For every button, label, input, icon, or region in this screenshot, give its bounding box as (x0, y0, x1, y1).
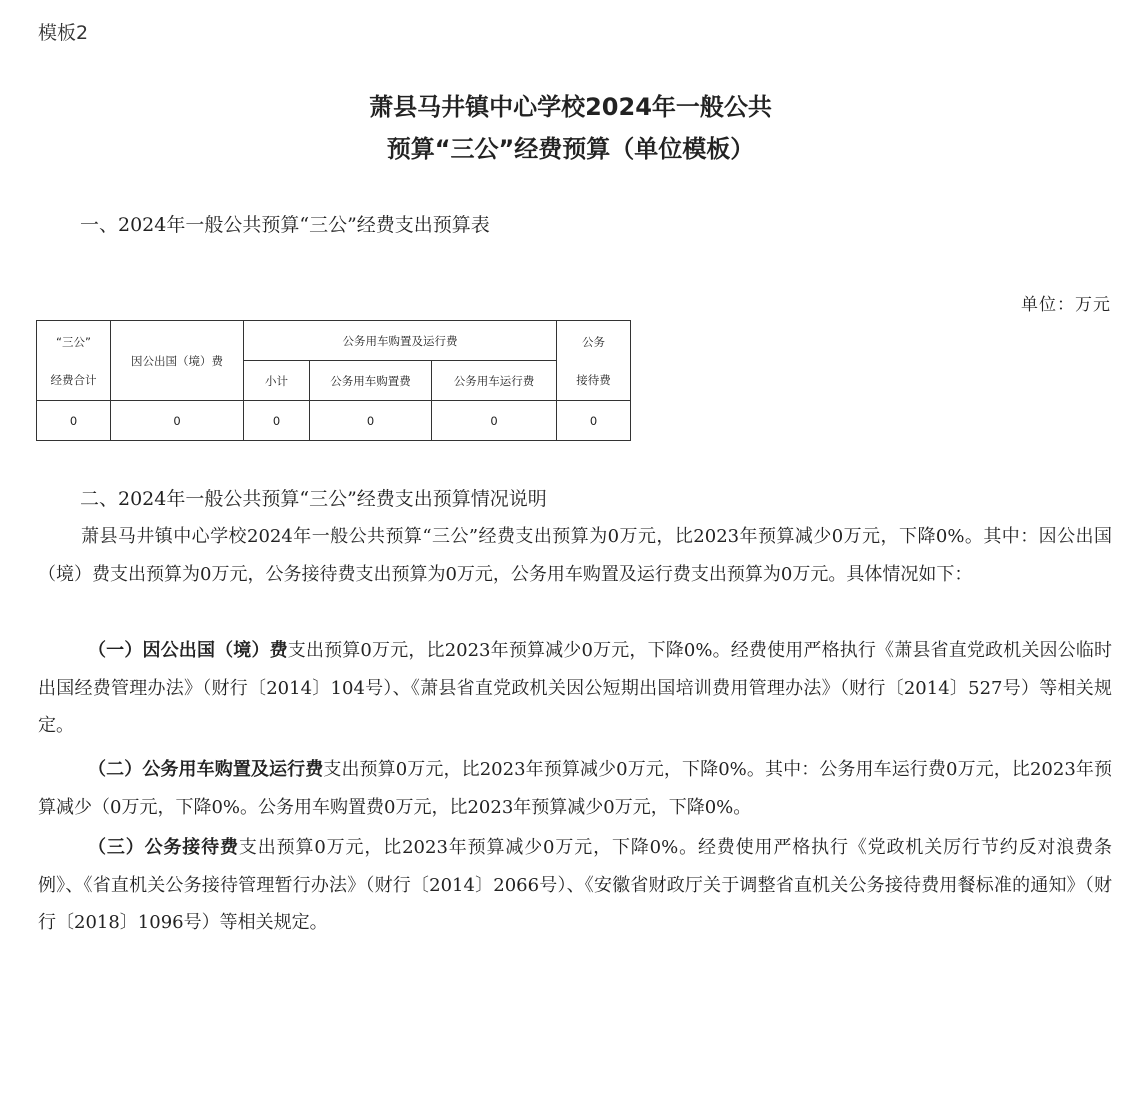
header-vehicle-group: 公务用车购置及运行费 (244, 321, 557, 361)
header-reception-line-2: 接待费 (576, 372, 611, 387)
header-total (37, 321, 111, 401)
value-vehicle-operation: 0 (432, 401, 557, 441)
section-2-heading: 二、2024年一般公共预算“三公”经费支出预算情况说明 (80, 488, 547, 510)
value-reception: 0 (557, 401, 631, 441)
item-2-paragraph (38, 751, 1112, 826)
item-2-text: 支出预算0万元，比2023年预算减少0万元，下降0%。其中：公务用车运行费0万元，比2023年预算减少（0万元，下降0%。公务用车购置费0万元，比2023年预算减少0万元，下降0%。 (38, 759, 1112, 818)
item-3-lead: （三）公务接待费 (88, 837, 239, 858)
intro-paragraph: 萧县马井镇中心学校2024年一般公共预算“三公”经费支出预算为0万元，比2023年预算减少0万元，下降0%。其中：因公出国（境）费支出预算为0万元，公务接待费支出预算为0万元，公务用车购置及运行费支出预算为0万元。具体情况如下： (38, 526, 1112, 585)
header-reception (557, 321, 631, 401)
value-vehicle-subtotal: 0 (244, 401, 310, 441)
header-vehicle-operation: 公务用车运行费 (432, 361, 557, 401)
value-travel: 0 (111, 401, 244, 441)
item-1-text: 支出预算0万元，比2023年预算减少0万元，下降0%。经费使用严格执行《萧县省直党政机关因公临时出国经费管理办法》（财行〔2014〕104号）、《萧县省直党政机关因公短期出国培训费用管理办法》（财行〔2014〕527号）等相关规定。 (38, 640, 1113, 736)
value-vehicle-purchase: 0 (310, 401, 432, 441)
document-title-line-1: 萧县马井镇中心学校2024年一般公共 (369, 93, 772, 121)
header-reception-line-1: 公务 (582, 334, 605, 349)
value-total: 0 (37, 401, 111, 441)
item-3-paragraph (38, 829, 1112, 942)
header-total-line-2: 经费合计 (50, 372, 97, 387)
item-2-lead: （二）公务用车购置及运行费 (88, 759, 324, 780)
template-label: 模板2 (38, 22, 89, 44)
header-vehicle-subtotal: 小计 (244, 361, 310, 401)
item-1-lead: （一）因公出国（境）费 (88, 640, 288, 661)
unit-label: 单位：万元 (1021, 295, 1111, 315)
header-vehicle-purchase: 公务用车购置费 (310, 361, 432, 401)
table-header-row (37, 321, 631, 361)
budget-table (36, 320, 631, 441)
document-title-line-2: 预算“三公”经费预算（单位模板） (386, 135, 755, 163)
item-1-paragraph (38, 632, 1112, 745)
header-total-line-1: “三公” (56, 334, 91, 349)
section-1-heading: 一、2024年一般公共预算“三公”经费支出预算表 (80, 214, 490, 236)
table-row (37, 401, 631, 441)
item-3-text: 支出预算0万元，比2023年预算减少0万元，下降0%。经费使用严格执行《党政机关厉行节约反对浪费条例》、《省直机关公务接待管理暂行办法》（财行〔2014〕2066号）、《安徽省财政厅关于调整省直机关公务接待费用餐标准的通知》（财行〔2018〕1096号）等相关规定。 (38, 837, 1113, 933)
header-travel: 因公出国（境）费 (111, 321, 244, 401)
